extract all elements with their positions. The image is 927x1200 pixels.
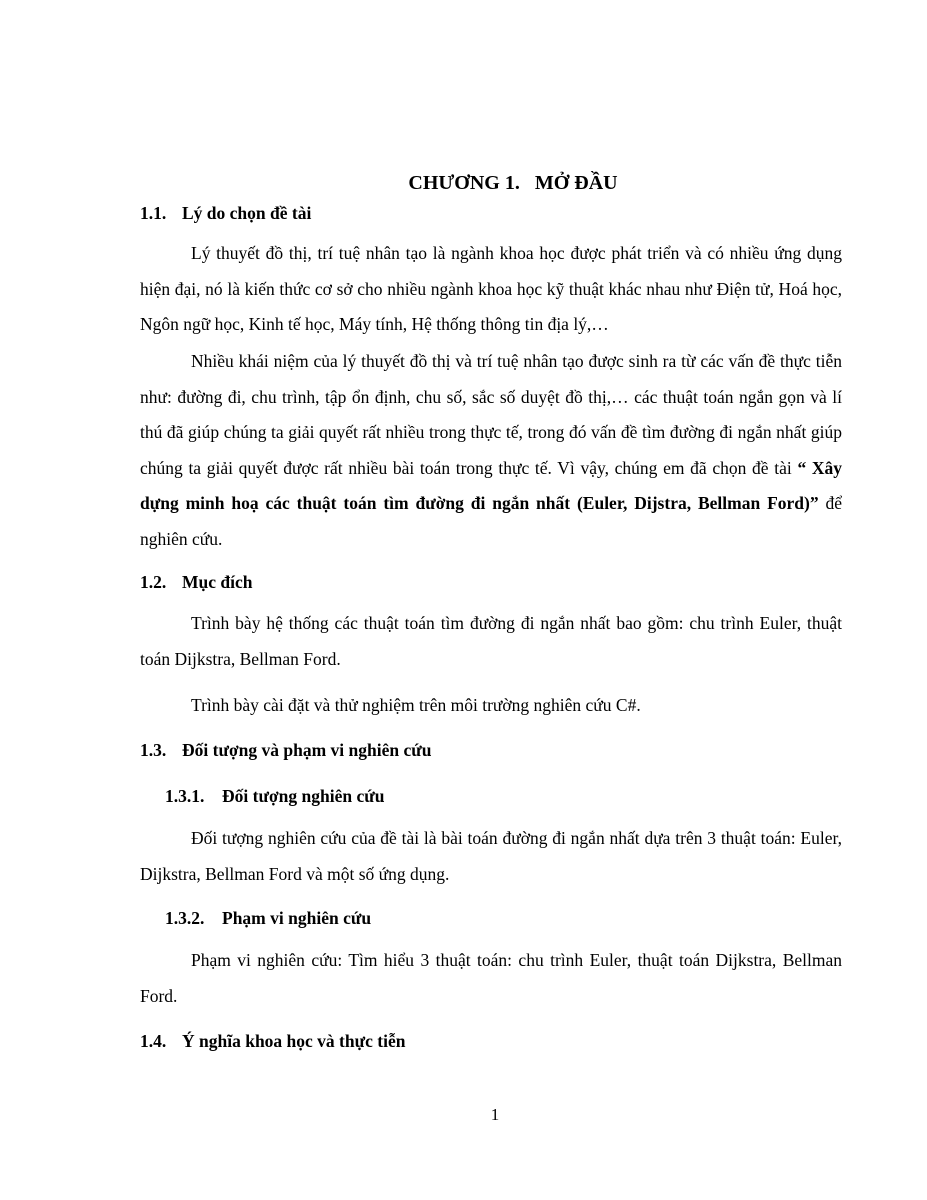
section-heading-1-3 [140, 738, 432, 762]
chapter-title: CHƯƠNG 1. MỞ ĐẦU [408, 172, 618, 194]
paragraph-purpose-2: Trình bày cài đặt và thử nghiệm trên môi trường nghiên cứu C#. [191, 695, 641, 715]
section-heading-1-3-1 [165, 784, 384, 808]
section-number: 1.3. [140, 740, 167, 760]
section-number: 1.2. [140, 572, 167, 592]
page-number: 1 [490, 1105, 500, 1124]
section-title: Đối tượng nghiên cứu [222, 786, 385, 806]
paragraph-subject: Đối tượng nghiên cứu của đề tài là bài toán đường đi ngắn nhất dựa trên 3 thuật toán: Euler, Dijkstra, Bellman Ford và một số ứng dụng. [140, 828, 842, 884]
section-heading-1-1 [140, 201, 311, 225]
paragraph-scope: Phạm vi nghiên cứu: Tìm hiểu 3 thuật toán: chu trình Euler, thuật toán Dijkstra, Bellman Ford. [140, 950, 842, 1006]
section-number: 1.3.2. [165, 908, 205, 928]
section-heading-1-2 [140, 570, 253, 594]
section-title: Ý nghĩa khoa học và thực tiễn [182, 1031, 406, 1051]
paragraph-purpose-1: Trình bày hệ thống các thuật toán tìm đường đi ngắn nhất bao gồm: chu trình Euler, thuật toán Dijkstra, Bellman Ford. [140, 613, 842, 669]
section-number: 1.1. [140, 203, 167, 223]
paragraph-text: Nhiều khái niệm của lý thuyết đồ thị và trí tuệ nhân tạo được sinh ra từ các vấn đề thực tiễn như: đường đi, chu trình, tập ổn định, chu số, sắc số duyệt đồ thị,… các thuật toán ngắn gọn và lí thú đã giúp chúng ta giải quyết rất nhiều trong thực tế, trong đó vấn đề tìm đường đi ngắn nhất giúp chúng ta giải quyết được rất nhiều bài toán trong thực tế. Vì vậy, chúng em đã chọn đề tài [140, 351, 842, 478]
thesis-title-bold: “ Xây dựng minh hoạ các thuật toán tìm đường đi ngắn nhất (Euler, Dijstra, Bellman Ford)” [140, 457, 843, 513]
section-title: Mục đích [182, 572, 253, 592]
section-number: 1.4. [140, 1031, 167, 1051]
section-heading-1-3-2 [165, 906, 371, 930]
section-heading-1-4 [140, 1029, 405, 1053]
section-title: Đối tượng và phạm vi nghiên cứu [182, 740, 432, 760]
paragraph-text: để nghiên cứu. [140, 493, 842, 549]
section-number: 1.3.1. [165, 786, 205, 806]
paragraph-reason-1: Lý thuyết đồ thị, trí tuệ nhân tạo là ngành khoa học được phát triển và có nhiều ứng dụng hiện đại, nó là kiến thức cơ sở cho nhiều ngành khoa học kỹ thuật khác nhau như Điện tử, Hoá học, Ngôn ngữ học, Kinh tế học, Máy tính, Hệ thống thông tin địa lý,… [140, 243, 842, 334]
paragraph-reason-2 [140, 344, 842, 557]
section-title: Phạm vi nghiên cứu [222, 908, 372, 928]
section-title: Lý do chọn đề tài [182, 203, 312, 223]
